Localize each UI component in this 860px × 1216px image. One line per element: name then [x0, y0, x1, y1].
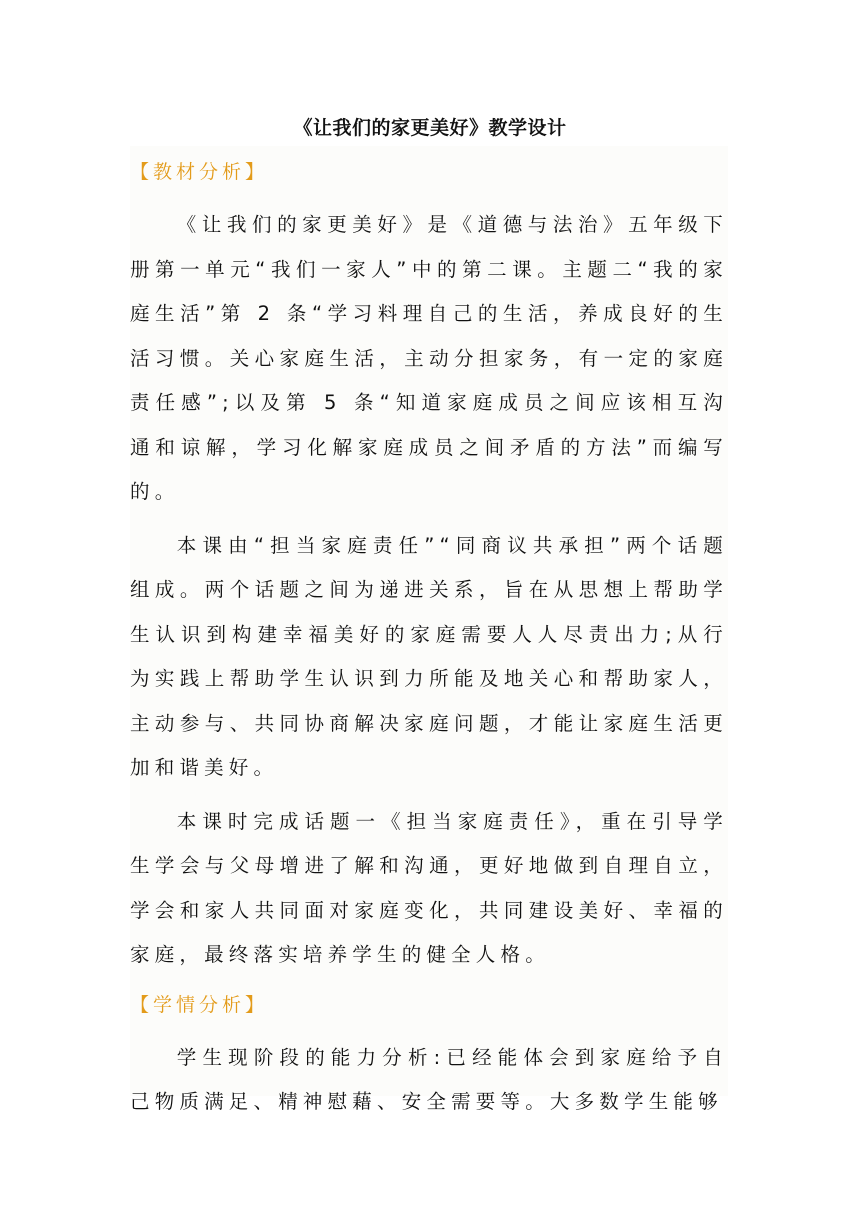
paragraph: 《让我们的家更美好》是《道德与法治》五年级下册第一单元“我们一家人”中的第二课。主题二“我的家庭生活”第 2 条“学习料理自己的生活，养成良好的生活习惯。关心家庭生活，主动分担家务，有一定的家庭责任感”;以及第 5 条“知道家庭成员之间应该相互沟通和谅解，学习化解家庭成员之间矛盾的方法”而编写的。	[130, 213, 728, 503]
section-heading-student-analysis: 【学情分析】	[130, 993, 269, 1016]
document-title: 《让我们的家更美好》教学设计	[293, 117, 567, 139]
document-body	[130, 146, 728, 1113]
section-heading-textbook-analysis: 【教材分析】	[130, 161, 269, 183]
paragraph: 本课由“担当家庭责任”“同商议共承担”两个话题组成。两个话题之间为递进关系，旨在从思想上帮助学生认识到构建幸福美好的家庭需要人人尽责出力;从行为实践上帮助学生认识到力所能及地关心和帮助家人，主动参与、共同协商解决家庭问题，才能让家庭生活更加和谐美好。	[130, 533, 728, 779]
paragraph: 学生现阶段的能力分析:已经能体会到家庭给予自己物质满足、精神慰藉、安全需要等。大多数学生能够	[130, 1045, 728, 1113]
paragraph: 本课时完成话题一《担当家庭责任》，重在引导学生学会与父母增进了解和沟通，更好地做到自理自立，学会和家人共同面对家庭变化，共同建设美好、幸福的家庭，最终落实培养学生的健全人格。	[130, 809, 728, 966]
